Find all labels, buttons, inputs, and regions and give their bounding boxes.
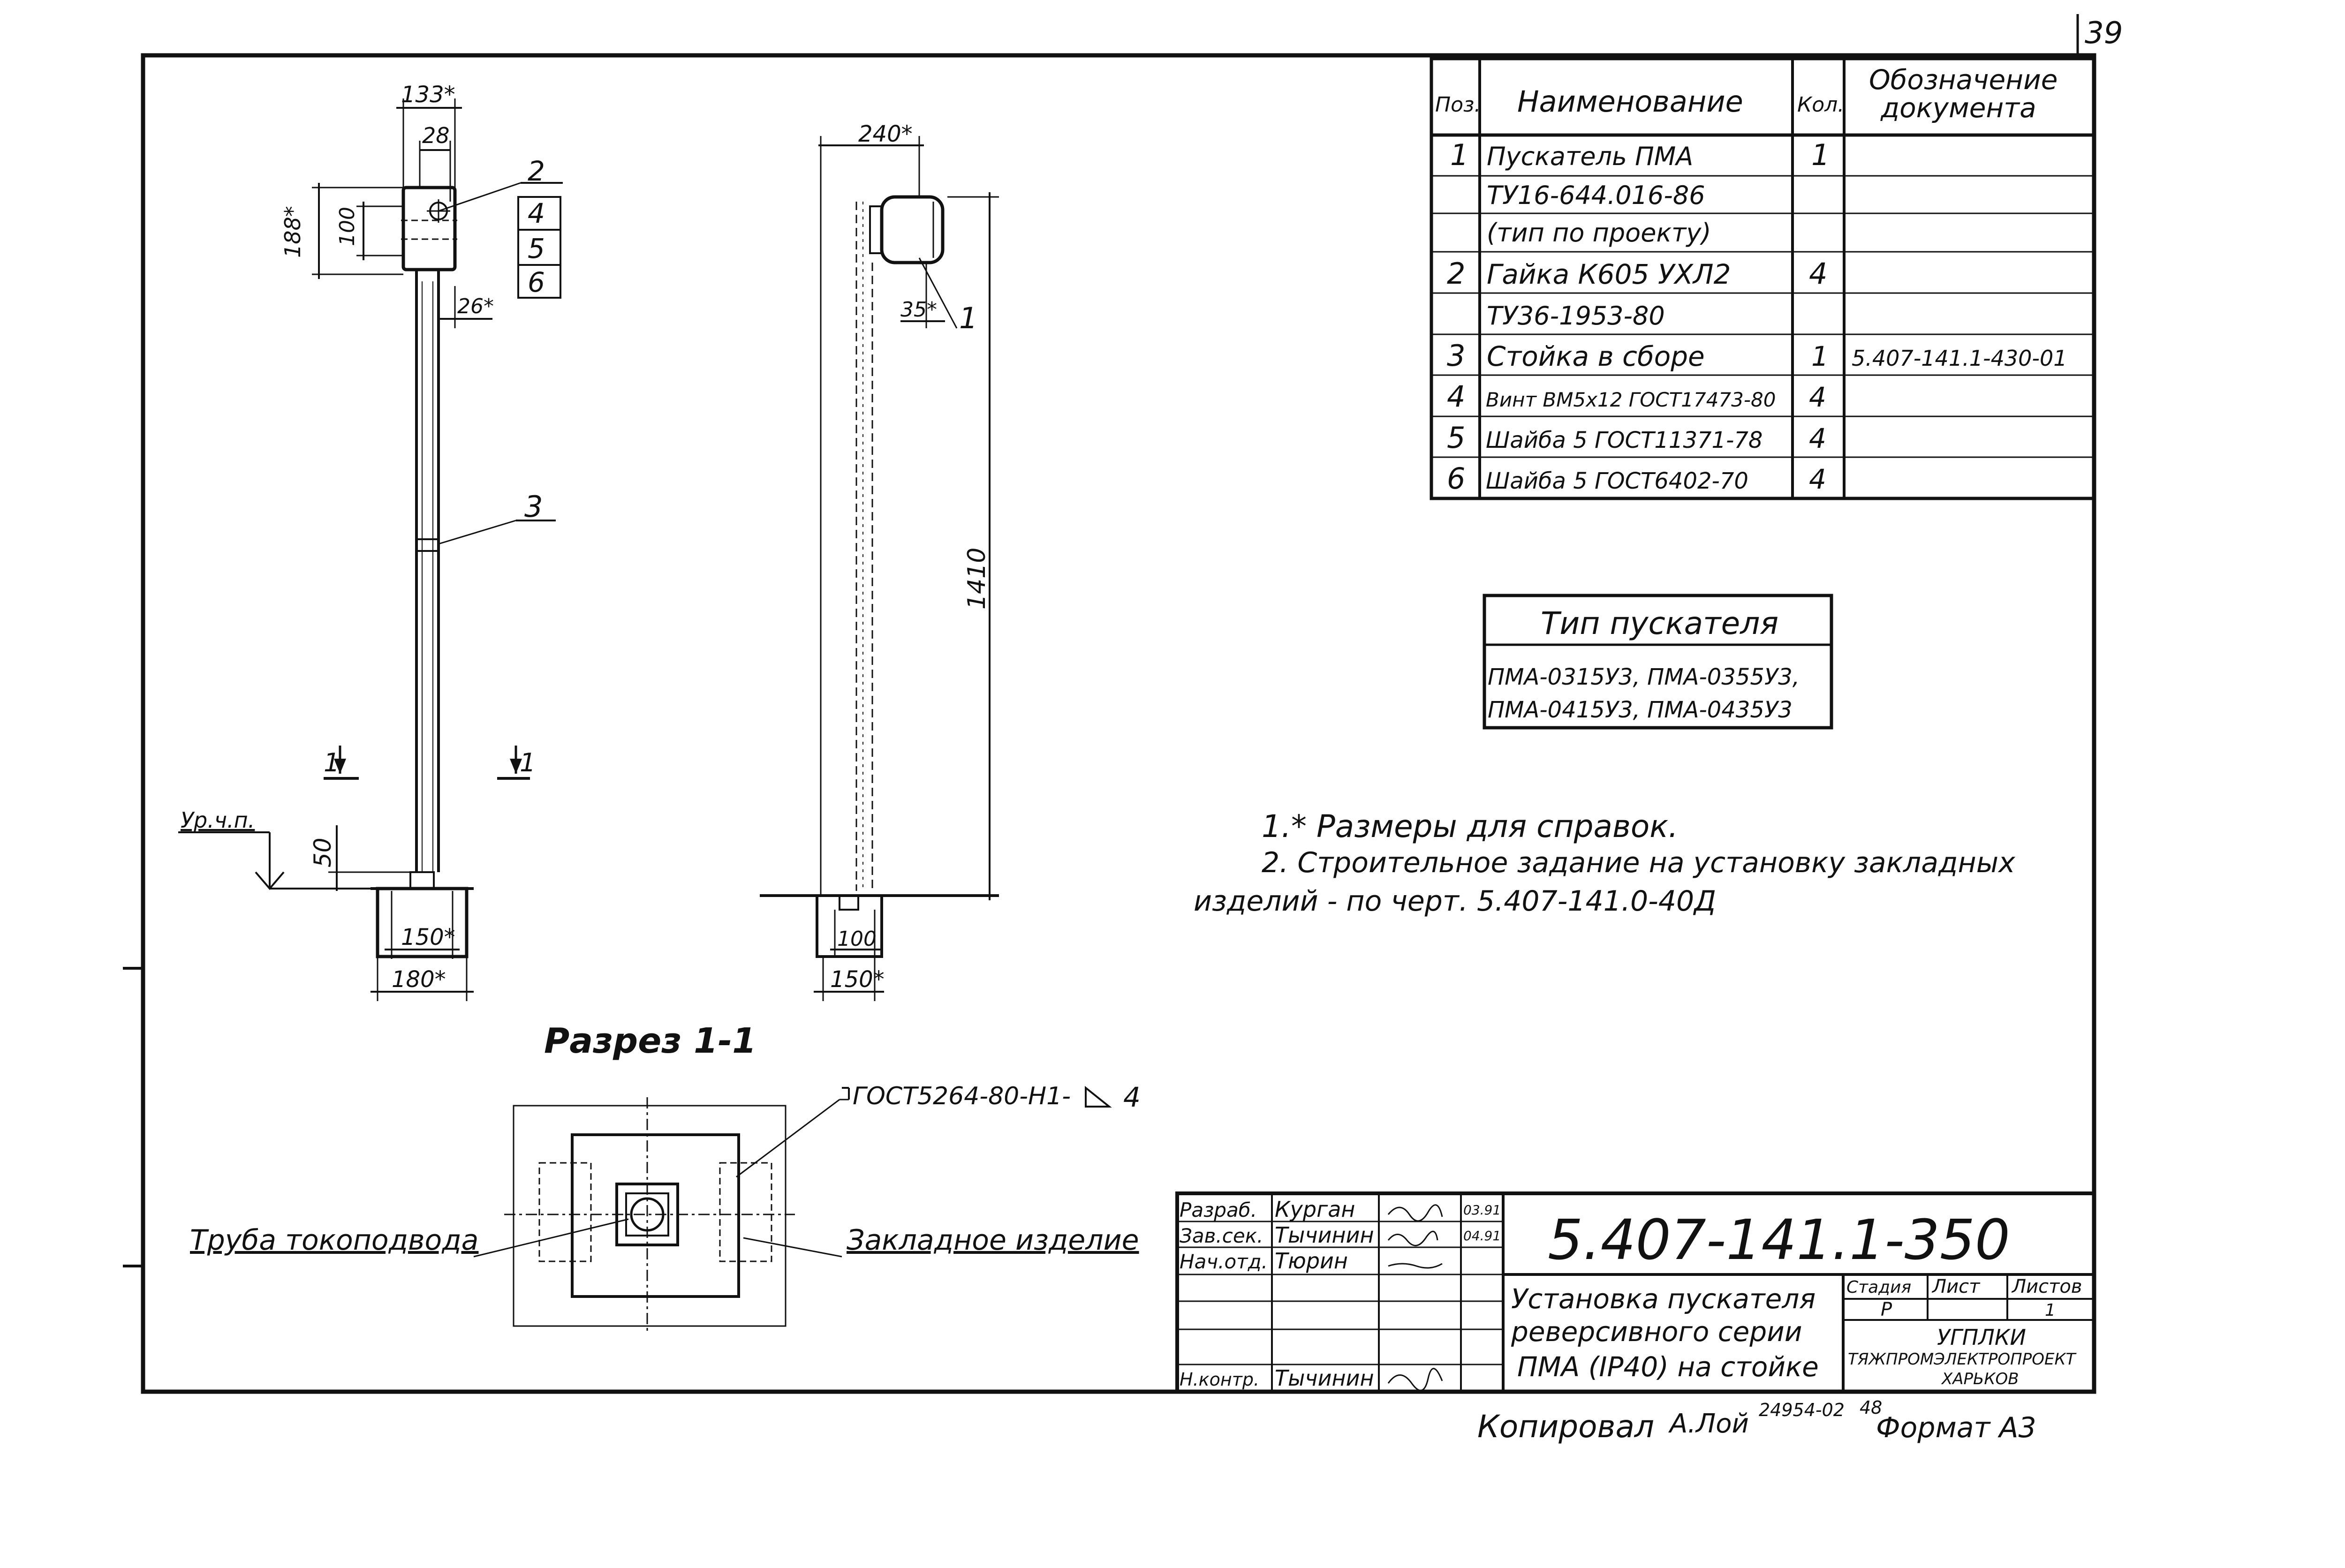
spec-row-qty: 1 [1811, 138, 1830, 172]
tb-role: Нач.отд. [1180, 1250, 1268, 1273]
note-2-line2: изделий - по черт. 5.407-141.0-40Д [1194, 885, 1717, 918]
spec-row-pos: 1 [1450, 138, 1469, 172]
section-mark-left: 1 [324, 748, 340, 777]
front-dim-100: 100 [335, 207, 359, 246]
tb-title-line2: реверсивного серии [1511, 1316, 1802, 1348]
callout-5: 5 [528, 233, 545, 264]
spec-row-qty: 4 [1809, 381, 1826, 413]
tb-org-line3: ХАРЬКОВ [1942, 1370, 2019, 1388]
spec-row-name: Шайба 5 ГОСТ11371-78 [1486, 427, 1763, 453]
spec-row-qty: 1 [1811, 340, 1829, 372]
side-dim-240: 240* [858, 121, 913, 147]
front-dim-133: 133* [401, 82, 455, 108]
spec-row-qty: 4 [1809, 463, 1826, 495]
callout-6: 6 [528, 266, 545, 298]
spec-header-pos: Поз. [1435, 93, 1481, 117]
note-1: 1.* Размеры для справок. [1262, 808, 1679, 844]
note-2-line1: 2. Строительное задание на установку закладных [1262, 846, 2015, 879]
starter-type-title: Тип пускателя [1541, 605, 1779, 641]
spec-row-pos: 5 [1447, 421, 1466, 455]
tb-org-line1: УГПЛКИ [1937, 1325, 2026, 1350]
side-dim-150: 150* [830, 966, 885, 993]
side-dim-35: 35* [900, 298, 937, 322]
doc-number: 5.407-141.1-350 [1548, 1207, 2011, 1272]
tb-sheet-label: Лист [1932, 1276, 1980, 1297]
footer-sheet-ref: 48 [1860, 1397, 1883, 1418]
tb-title-line3: ПМА (IP40) на стойке [1517, 1351, 1819, 1383]
front-dim-150: 150* [401, 924, 455, 950]
spec-row-pos: 4 [1447, 379, 1466, 414]
footer-archive-no: 24954-02 [1759, 1400, 1845, 1420]
tb-name: Тычинин [1275, 1365, 1374, 1391]
tb-role: Н.контр. [1180, 1369, 1260, 1390]
callout-2: 2 [528, 155, 545, 187]
spec-row-pos: 6 [1447, 461, 1466, 496]
spec-row-pos: 3 [1447, 339, 1466, 373]
spec-header-doc-line2: документа [1881, 92, 2036, 124]
callout-3: 3 [524, 490, 543, 524]
tb-name: Тычинин [1275, 1222, 1374, 1248]
footer-format: Формат А3 [1876, 1411, 2036, 1444]
spec-row [1450, 138, 1830, 172]
tb-date: 03.91 [1463, 1202, 1501, 1218]
spec-row-name: Винт ВМ5х12 ГОСТ17473-80 [1486, 388, 1776, 411]
footer-copied: Копировал [1477, 1409, 1655, 1445]
footer-copier-sign: А.Лой [1670, 1409, 1749, 1439]
tb-name: Курган [1275, 1197, 1355, 1222]
tb-role: Разраб. [1180, 1199, 1257, 1221]
tb-stage-label: Стадия [1846, 1278, 1912, 1297]
spec-row-name: Стойка в сборе [1487, 340, 1705, 372]
callout-1: 1 [959, 301, 978, 335]
callout-4: 4 [528, 197, 545, 229]
spec-row-name: Пускатель ПМА [1487, 142, 1694, 171]
page-number: 39 [2085, 16, 2123, 51]
section-title: Разрез 1-1 [544, 1021, 756, 1061]
spec-row [1447, 461, 1826, 496]
spec-row-pos: 2 [1447, 256, 1466, 291]
spec-row [1447, 379, 1826, 414]
front-dim-26: 26* [457, 294, 494, 318]
spec-row-qty: 4 [1809, 422, 1826, 454]
floor-level-label: Ур.ч.п. [181, 807, 255, 833]
spec-row [1487, 181, 1705, 210]
spec-header-doc-line1: Обозначение [1869, 64, 2058, 96]
spec-row [1447, 421, 1826, 455]
tb-stage-value: Р [1881, 1299, 1892, 1320]
tb-org-line2: ТЯЖПРОМЭЛЕКТРОПРОЕКТ [1848, 1350, 2076, 1369]
front-dim-180: 180* [392, 966, 446, 993]
spec-row-name: ТУ36-1953-80 [1487, 301, 1665, 331]
tb-name: Тюрин [1275, 1248, 1348, 1274]
label-embedded-part: Закладное изделие [847, 1224, 1139, 1257]
weld-size: 4 [1123, 1081, 1141, 1113]
spec-row-name: (тип по проекту) [1487, 218, 1711, 248]
tb-role: Зав.сек. [1180, 1224, 1263, 1247]
spec-row-name: Шайба 5 ГОСТ6402-70 [1486, 468, 1748, 494]
spec-row-qty: 4 [1809, 256, 1828, 291]
spec-row [1487, 301, 1665, 331]
starter-type-line1: ПМА-0315У3, ПМА-0355У3, [1488, 664, 1800, 690]
front-dim-188: 188* [280, 206, 305, 258]
tb-sheets-value: 1 [2045, 1301, 2056, 1320]
tb-date: 04.91 [1463, 1228, 1501, 1244]
spec-header-name: Наименование [1517, 84, 1743, 119]
spec-header-qty: Кол. [1797, 93, 1845, 117]
label-pipe: Труба токоподвода [190, 1224, 479, 1257]
section-1-1 [474, 1088, 1109, 1334]
spec-row-doc: 5.407-141.1-430-01 [1852, 346, 2067, 371]
starter-type-line2: ПМА-0415У3, ПМА-0435У3 [1488, 697, 1793, 723]
weld-note: ГОСТ5264-80-Н1- [853, 1082, 1071, 1110]
sheet-frame [143, 55, 2094, 1392]
spec-row [1487, 218, 1711, 248]
side-dim-100: 100 [837, 927, 877, 951]
spec-row [1447, 339, 2067, 373]
front-dim-28: 28 [422, 123, 450, 148]
spec-row [1447, 256, 1827, 291]
spec-row-name: ТУ16-644.016-86 [1487, 181, 1705, 210]
spec-row-name: Гайка К605 УХЛ2 [1487, 258, 1731, 290]
front-view [178, 98, 563, 1001]
tb-title-line1: Установка пускателя [1511, 1283, 1816, 1315]
front-dim-50: 50 [309, 837, 336, 867]
section-mark-right: 1 [520, 748, 536, 777]
tb-sheets-label: Листов [2012, 1276, 2082, 1297]
side-dim-1410: 1410 [963, 547, 991, 610]
